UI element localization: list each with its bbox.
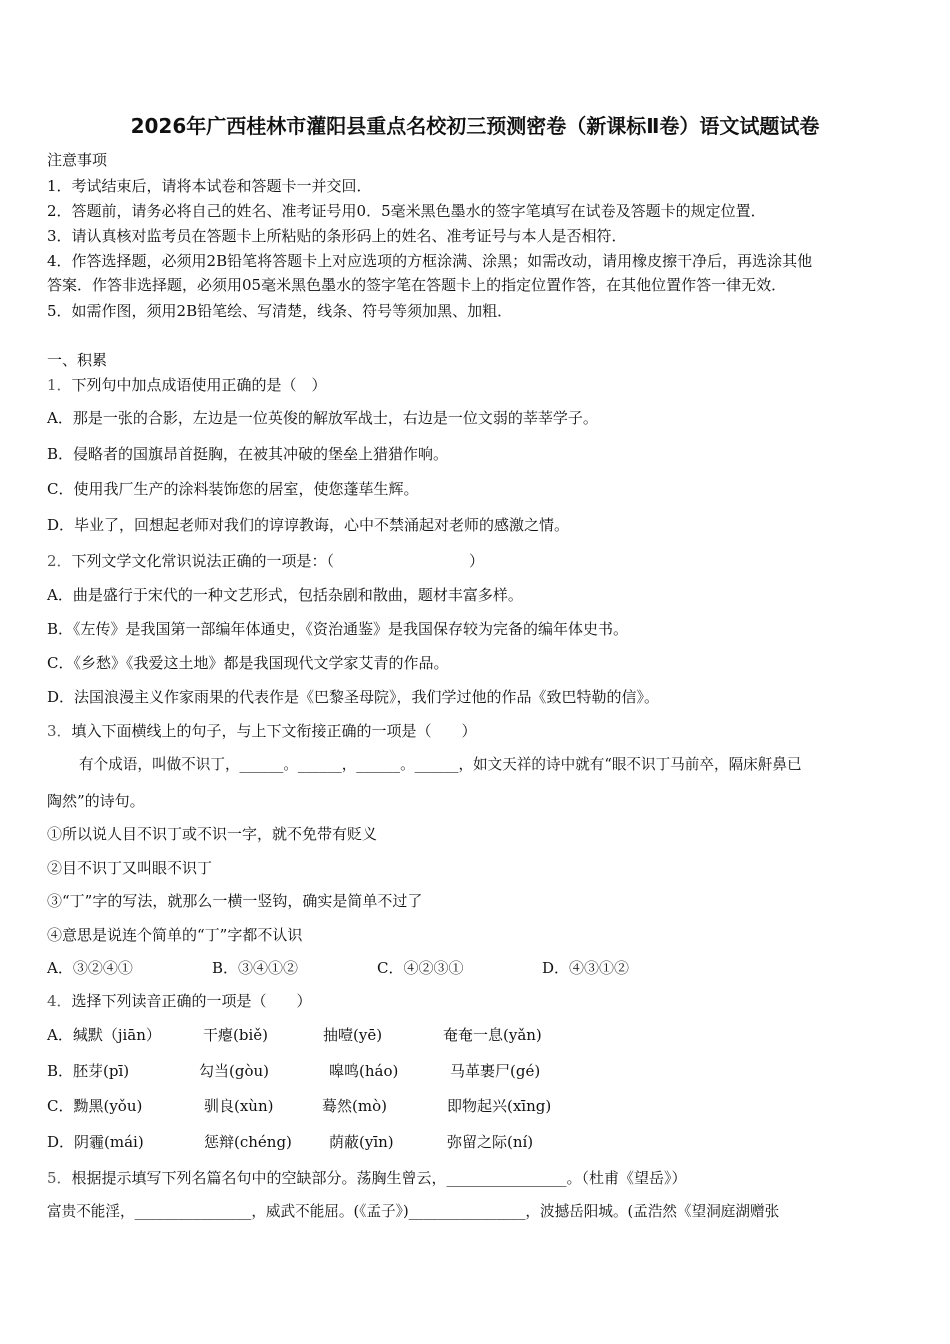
option: 荫蔽(yīn): [329, 1133, 394, 1151]
option: D．阴霾(mái): [47, 1133, 144, 1151]
sentence: ②目不识丁又叫眼不识丁: [47, 859, 213, 877]
option: C．④②③①: [377, 959, 464, 977]
question-stem: 下列文学文化常识说法正确的一项是：（ ）: [71, 552, 485, 570]
section-heading: 一、积累: [47, 351, 108, 369]
passage-line: 陶然”的诗句。: [47, 792, 145, 810]
notice-item: 答案．作答非选择题，必须用05毫米黑色墨水的签字笔在答题卡上的指定位置作答，在其他位置作答一律无效．: [47, 276, 787, 294]
notice-heading: 注意事项: [47, 151, 108, 169]
option: D．法国浪漫主义作家雨果的代表作是《巴黎圣母院》，我们学过他的作品《致巴特勒的信》。: [47, 688, 660, 706]
notice-item: 5．如需作图，须用2B铅笔绘、写清楚，线条、符号等须加黑、加粗．: [47, 302, 513, 320]
question-4: [47, 991, 312, 1011]
question-number: 2．: [47, 552, 72, 570]
option: 抽噎(yē): [323, 1026, 383, 1044]
question-number: 1．: [47, 376, 72, 394]
option: 弥留之际(ní): [447, 1133, 534, 1151]
option: A．曲是盛行于宋代的一种文艺形式，包括杂剧和散曲，题材丰富多样。: [47, 586, 523, 604]
question-5: [47, 1168, 687, 1188]
question-3: [47, 721, 477, 741]
option: 嗥鸣(háo): [329, 1062, 399, 1080]
notice-item: 2．答题前，请务必将自己的姓名、准考证号用0．5毫米黑色墨水的签字笔填写在试卷及答题卡的规定位置．: [47, 202, 766, 220]
sentence: ③“丁”字的写法，就那么一横一竖钩，确实是简单不过了: [47, 892, 423, 910]
question-number: 4．: [47, 992, 72, 1010]
question-stem: 填入下面横线上的句子，与上下文衔接正确的一项是（ ）: [71, 722, 477, 740]
notice-item: 3．请认真核对监考员在答题卡上所粘贴的条形码上的姓名、准考证号与本人是否相符．: [47, 227, 627, 245]
option: 马革裹尸(gé): [450, 1062, 541, 1080]
option: B．③④①②: [212, 959, 299, 977]
notice-item: 1．考试结束后，请将本试卷和答题卡一并交回．: [47, 177, 372, 195]
option: 驯良(xùn): [204, 1097, 274, 1115]
option: A．那是一张的合影，左边是一位英俊的解放军战士，右边是一位文弱的莘莘学子。: [47, 409, 598, 427]
option: 勾当(gòu): [199, 1062, 269, 1080]
sentence: ④意思是说连个简单的“丁”字都不认识: [47, 926, 303, 944]
sentence: ①所以说人目不识丁或不识一字，就不免带有贬义: [47, 825, 378, 843]
option: 奄奄一息(yǎn): [443, 1026, 542, 1044]
option: A．③②④①: [47, 959, 133, 977]
option: B．胚芽(pī): [47, 1062, 130, 1080]
option: C．使用我厂生产的涂料装饰您的居室，使您蓬荜生辉。: [47, 480, 419, 498]
fill-line: 富贵不能淫，________________，威武不能屈。(《孟子》)________________，波撼岳阳城。(孟浩然《望洞庭湖赠张: [47, 1203, 780, 1220]
option: B．《左传》是我国第一部编年体通史，《资治通鉴》是我国保存较为完备的编年体史书。: [47, 620, 629, 638]
option: 即物起兴(xīng): [447, 1097, 552, 1115]
page-title: 2026年广西桂林市灌阳县重点名校初三预测密卷（新课标Ⅱ卷）语文试题试卷: [130, 114, 820, 138]
option: 惩辩(chéng): [204, 1133, 292, 1151]
question-2: [47, 551, 484, 571]
option: D．毕业了，回想起老师对我们的谆谆教诲，心中不禁涌起对老师的感激之情。: [47, 516, 570, 534]
option: B．侵略者的国旗昂首挺胸，在被其冲破的堡垒上猎猎作响。: [47, 445, 449, 463]
option: A．缄默（jiān）: [47, 1026, 161, 1044]
notice-item: 4．作答选择题，必须用2B铅笔将答题卡上对应选项的方框涂满、涂黑；如需改动，请用橡皮擦干净后，再选涂其他: [47, 252, 813, 270]
option: 蓦然(mò): [322, 1097, 387, 1115]
question-stem: 下列句中加点成语使用正确的是（ ）: [71, 376, 327, 394]
question-stem: 选择下列读音正确的一项是（ ）: [71, 992, 312, 1010]
option: C．黝黑(yǒu): [47, 1097, 143, 1115]
passage-line: 有个成语，叫做不识丁，______。______，______。______，如文天祥的诗中就有“眼不识丁马前卒，隔床鼾鼻已: [79, 756, 802, 773]
question-number: 5．: [47, 1169, 72, 1187]
option: C．《乡愁》《我爱这土地》都是我国现代文学家艾青的作品。: [47, 654, 449, 672]
option: D．④③①②: [542, 959, 630, 977]
question-number: 3．: [47, 722, 72, 740]
option: 干瘪(biě): [203, 1026, 268, 1044]
question-1: [47, 375, 327, 395]
question-stem: 根据提示填写下列名篇名句中的空缺部分。荡胸生曾云，________________。（杜甫《望岳》）: [71, 1169, 687, 1187]
